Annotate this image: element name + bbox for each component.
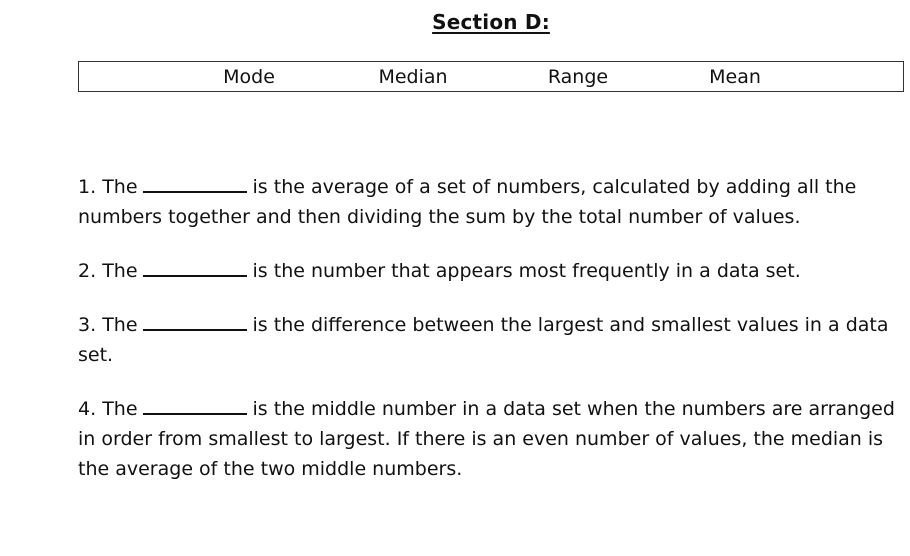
word-bank-item-range: Range — [547, 66, 609, 88]
question-list — [78, 172, 898, 508]
question-item — [78, 256, 898, 286]
word-bank — [78, 61, 904, 92]
question-text: is the middle number in a data set when the numbers are arranged in order from smallest to largest. If there is an even number of values, the median is the average of the two middle numbers. — [78, 398, 895, 480]
question-number: 1. — [78, 176, 97, 198]
word-bank-item-median: Median — [378, 66, 448, 88]
question-lead: The — [102, 314, 138, 336]
question-number: 2. — [78, 260, 97, 282]
answer-blank[interactable] — [143, 173, 247, 193]
word-bank-item-mean: Mean — [709, 66, 761, 88]
question-lead: The — [102, 176, 138, 198]
question-text: is the difference between the largest and smallest values in a data set. — [78, 314, 889, 366]
question-item — [78, 310, 898, 370]
answer-blank[interactable] — [143, 257, 247, 277]
question-lead: The — [102, 260, 138, 282]
question-lead: The — [102, 398, 138, 420]
question-text: is the average of a set of numbers, calculated by adding all the numbers together and then dividing the sum by the total number of values. — [78, 176, 857, 228]
answer-blank[interactable] — [143, 395, 247, 415]
question-number: 3. — [78, 314, 97, 336]
question-number: 4. — [78, 398, 97, 420]
question-item — [78, 394, 898, 484]
section-title: Section D: — [432, 10, 550, 34]
question-text: is the number that appears most frequently in a data set. — [252, 260, 801, 282]
word-bank-item-mode: Mode — [223, 66, 275, 88]
answer-blank[interactable] — [143, 311, 247, 331]
question-item — [78, 172, 898, 232]
